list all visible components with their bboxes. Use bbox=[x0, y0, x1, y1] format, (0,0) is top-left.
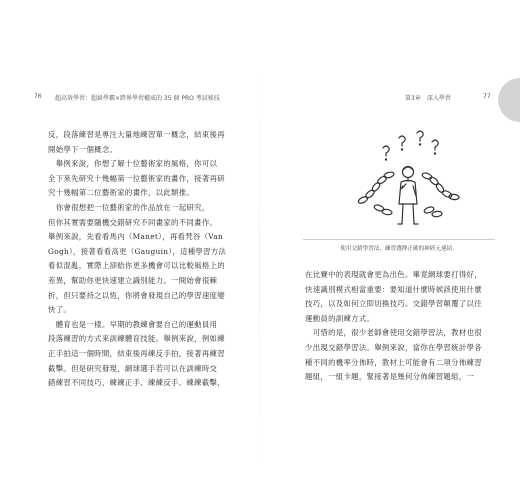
person-figure bbox=[398, 167, 418, 225]
chain-links-left bbox=[357, 171, 394, 215]
body-line: 快了。 bbox=[48, 305, 72, 315]
body-line: 舉例來說，你想了解十位藝術家的風格，你可以 bbox=[48, 159, 218, 169]
body-line: 少出現交錯學習法。舉例來說，當你在學習統計學各 bbox=[305, 342, 482, 352]
body-line: 體育也是一樣。早期的教練會要自己的運動員用 bbox=[48, 319, 218, 329]
body-line: 反，段落練習是專注大量地練習單一概念，結束後再 bbox=[48, 130, 225, 139]
body-line: 折，但只要持之以恆，你將會發現自己的學習速度變 bbox=[48, 290, 225, 300]
body-line: 究十幾幅第二位藝術家的畫作，以此類推。 bbox=[48, 188, 195, 198]
body-line: 題組，一組卡題，緊接著是幾何分佈練習題組，一 bbox=[305, 372, 475, 382]
body-line: 錯練習不同技巧，練練正手、練練反手、練練截擊， bbox=[48, 378, 225, 388]
chapter-tab-marker bbox=[498, 78, 520, 122]
question-mark-icon bbox=[383, 146, 389, 160]
body-line: 運動員的訓練方式。 bbox=[305, 313, 375, 323]
body-line: 在比賽中的表現就會更為出色。畢竟網球要打得好， bbox=[305, 270, 482, 279]
body-line: 段落練習的方式來訓練體育技能。舉例來說，例如練 bbox=[48, 334, 225, 344]
body-line: 但你其實需要隨機交錯研究不同畫家的不同畫作。 bbox=[48, 217, 218, 227]
body-line: 技巧，以及如何立即切換技巧。交錯學習顛覆了以往 bbox=[305, 299, 482, 309]
figure-caption: 使用交錯學習法，練習選擇正確的神經元連結。 bbox=[303, 239, 495, 252]
body-line: 可惜的是，很少老師會使用交錯學習法，教材也很 bbox=[305, 328, 482, 338]
body-line: 你會很想把一位藝術家的作品放在一起研究， bbox=[48, 202, 210, 212]
chain-links-right bbox=[421, 172, 459, 217]
body-line: 開始學下一個概念。 bbox=[48, 144, 118, 154]
question-mark-icon bbox=[432, 140, 438, 154]
question-mark-icon bbox=[417, 131, 423, 145]
body-line: 看似混亂，實際上卻給你更多機會可以比較風格上的 bbox=[48, 261, 225, 271]
chapter-label: 第3章 深入學習 bbox=[405, 95, 451, 102]
right-page-body bbox=[305, 268, 500, 385]
body-line: 快速識別模式相當重要：要知道什麼時候該使用什麼 bbox=[305, 284, 482, 294]
body-line: 截擊。但是研究發現，網球選手若可以在訓練時交 bbox=[48, 363, 218, 373]
body-line: 舉例來說，先看看馬內（Manet），再看梵谷（Van bbox=[48, 232, 224, 242]
body-line: 種不同的機率分佈時，教材上可能會有二項分佈練習 bbox=[305, 357, 482, 367]
left-page-number: 76 bbox=[34, 93, 42, 100]
left-running-title: 超高效學習：超級學霸×跨界學習權威的 35 個 PRO 考試秘技 bbox=[55, 95, 220, 102]
thinking-person-illustration bbox=[355, 130, 465, 240]
body-line: Gogh），接著看看高更（Gauguin），這種學習方法 bbox=[48, 246, 227, 256]
page-gutter bbox=[259, 70, 260, 470]
body-line: 全下來先研究十幾幅第一位藝術家的畫作，接著再研 bbox=[48, 173, 225, 183]
body-line: 差異，幫助你更快速建立識別能力。一開始會很棘 bbox=[48, 275, 218, 285]
question-mark-icon bbox=[399, 136, 405, 150]
body-line: 正手拍這一個時間，結束後再練反手拍，接著再練習 bbox=[48, 348, 225, 358]
left-page-body bbox=[48, 128, 246, 391]
right-page-number: 77 bbox=[483, 93, 491, 100]
